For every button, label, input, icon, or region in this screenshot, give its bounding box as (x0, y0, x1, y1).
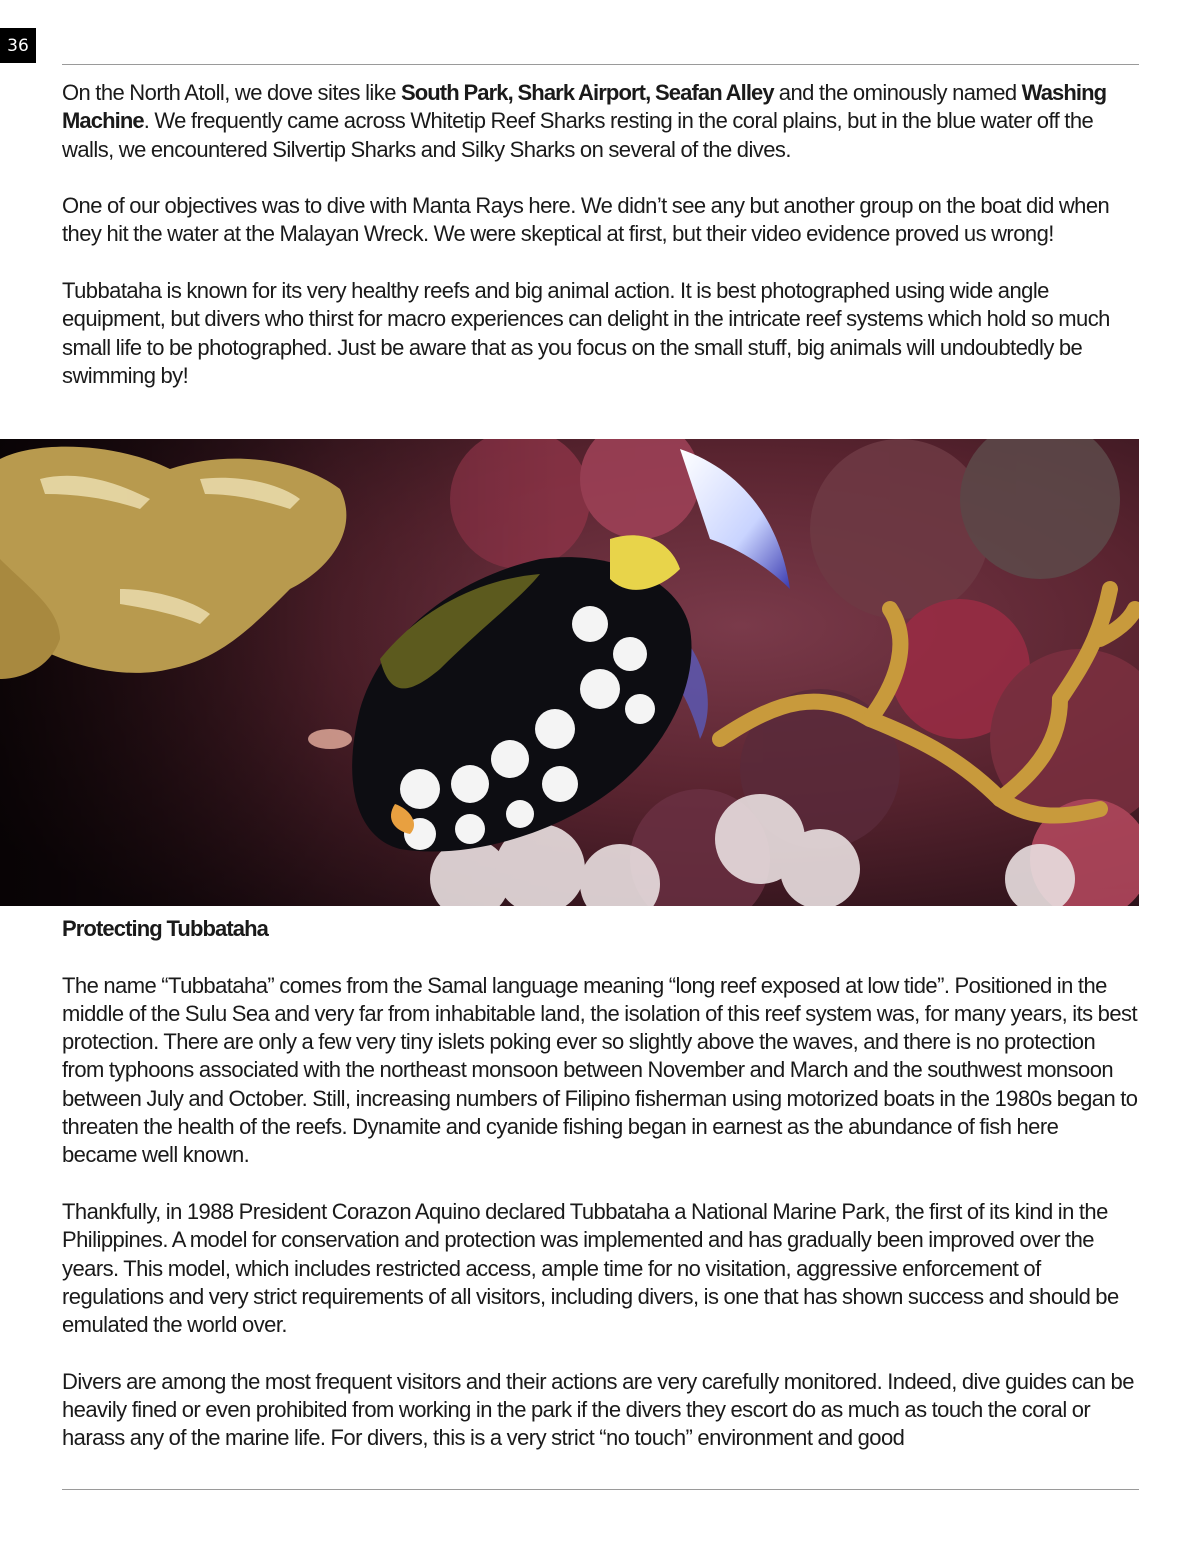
reef-illustration (0, 439, 1139, 906)
text-run: and the ominously named (773, 80, 1022, 105)
intro-paragraph-2: One of our objectives was to dive with Manta Rays here. We didn’t see any but another group on the boat did when they hit the water at the Malayan Wreck. We were skeptical at first, but their video evidence proved us wrong! (62, 193, 1110, 247)
section-paragraph-3: Divers are among the most frequent visitors and their actions are very carefully monitored. Indeed, dive guides can be heavily fined or even prohibited from working in the park if the divers they escort do as much as touch the coral or harass any of the marine life. For divers, this is a very strict “no touch” environment and good (62, 1368, 1134, 1451)
bottom-divider (62, 1489, 1139, 1490)
washing-machine-bold: Washing Machine (62, 80, 1107, 134)
protecting-section (62, 915, 1138, 1481)
text-run: On the North Atoll, we dove sites like (62, 80, 401, 105)
section-paragraph-1: The name “Tubbataha” comes from the Samal language meaning “long reef exposed at low tide”. Positioned in the middle of the Sulu Sea and very far from inhabitable land, the isolation of this reef system was, for many years, its best protection. There are only a few very tiny islets poking ever so slightly above the waves, and there is no protection from typhoons associated with the northeast monsoon between November and March and the southwest monsoon between July and October. Still, increasing numbers of Filipino fisherman using motorized boats in the 1980s began to threaten the health of the reefs. Dynamite and cyanide fishing began in earnest as the abundance of fish here became well known. (62, 972, 1138, 1168)
clown-triggerfish-photo (0, 439, 1139, 906)
dive-sites-bold: South Park, Shark Airport, Seafan Alley (400, 80, 774, 105)
intro-paragraph-1 (62, 79, 1138, 164)
intro-paragraph-3: Tubbataha is known for its very healthy reefs and big animal action. It is best photographed using wide angle equipment, but divers who thirst for macro experiences can delight in the intricate reef systems which hold so much small life to be photographed. Just be aware that as you focus on the small stuff, big animals will undoubtedly be swimming by! (62, 278, 1110, 388)
top-divider (62, 64, 1139, 65)
text-run: . We frequently came across Whitetip Reef Sharks resting in the coral plains, but in the blue water off the walls, we encountered Silvertip Sharks and Silky Sharks on several of the dives. (62, 108, 1094, 162)
intro-text (62, 79, 1138, 419)
section-heading: Protecting Tubbataha (62, 916, 268, 941)
page-number: 36 (0, 28, 36, 63)
section-paragraph-2: Thankfully, in 1988 President Corazon Aquino declared Tubbataha a National Marine Park, the first of its kind in the Philippines. A model for conservation and protection was implemented and has gradually been improved over the years. This model, which includes restricted access, ample time for no visitation, aggressive enforcement of regulations and very strict requirements of all visitors, including divers, is one that has shown success and should be emulated the world over. (62, 1198, 1119, 1338)
